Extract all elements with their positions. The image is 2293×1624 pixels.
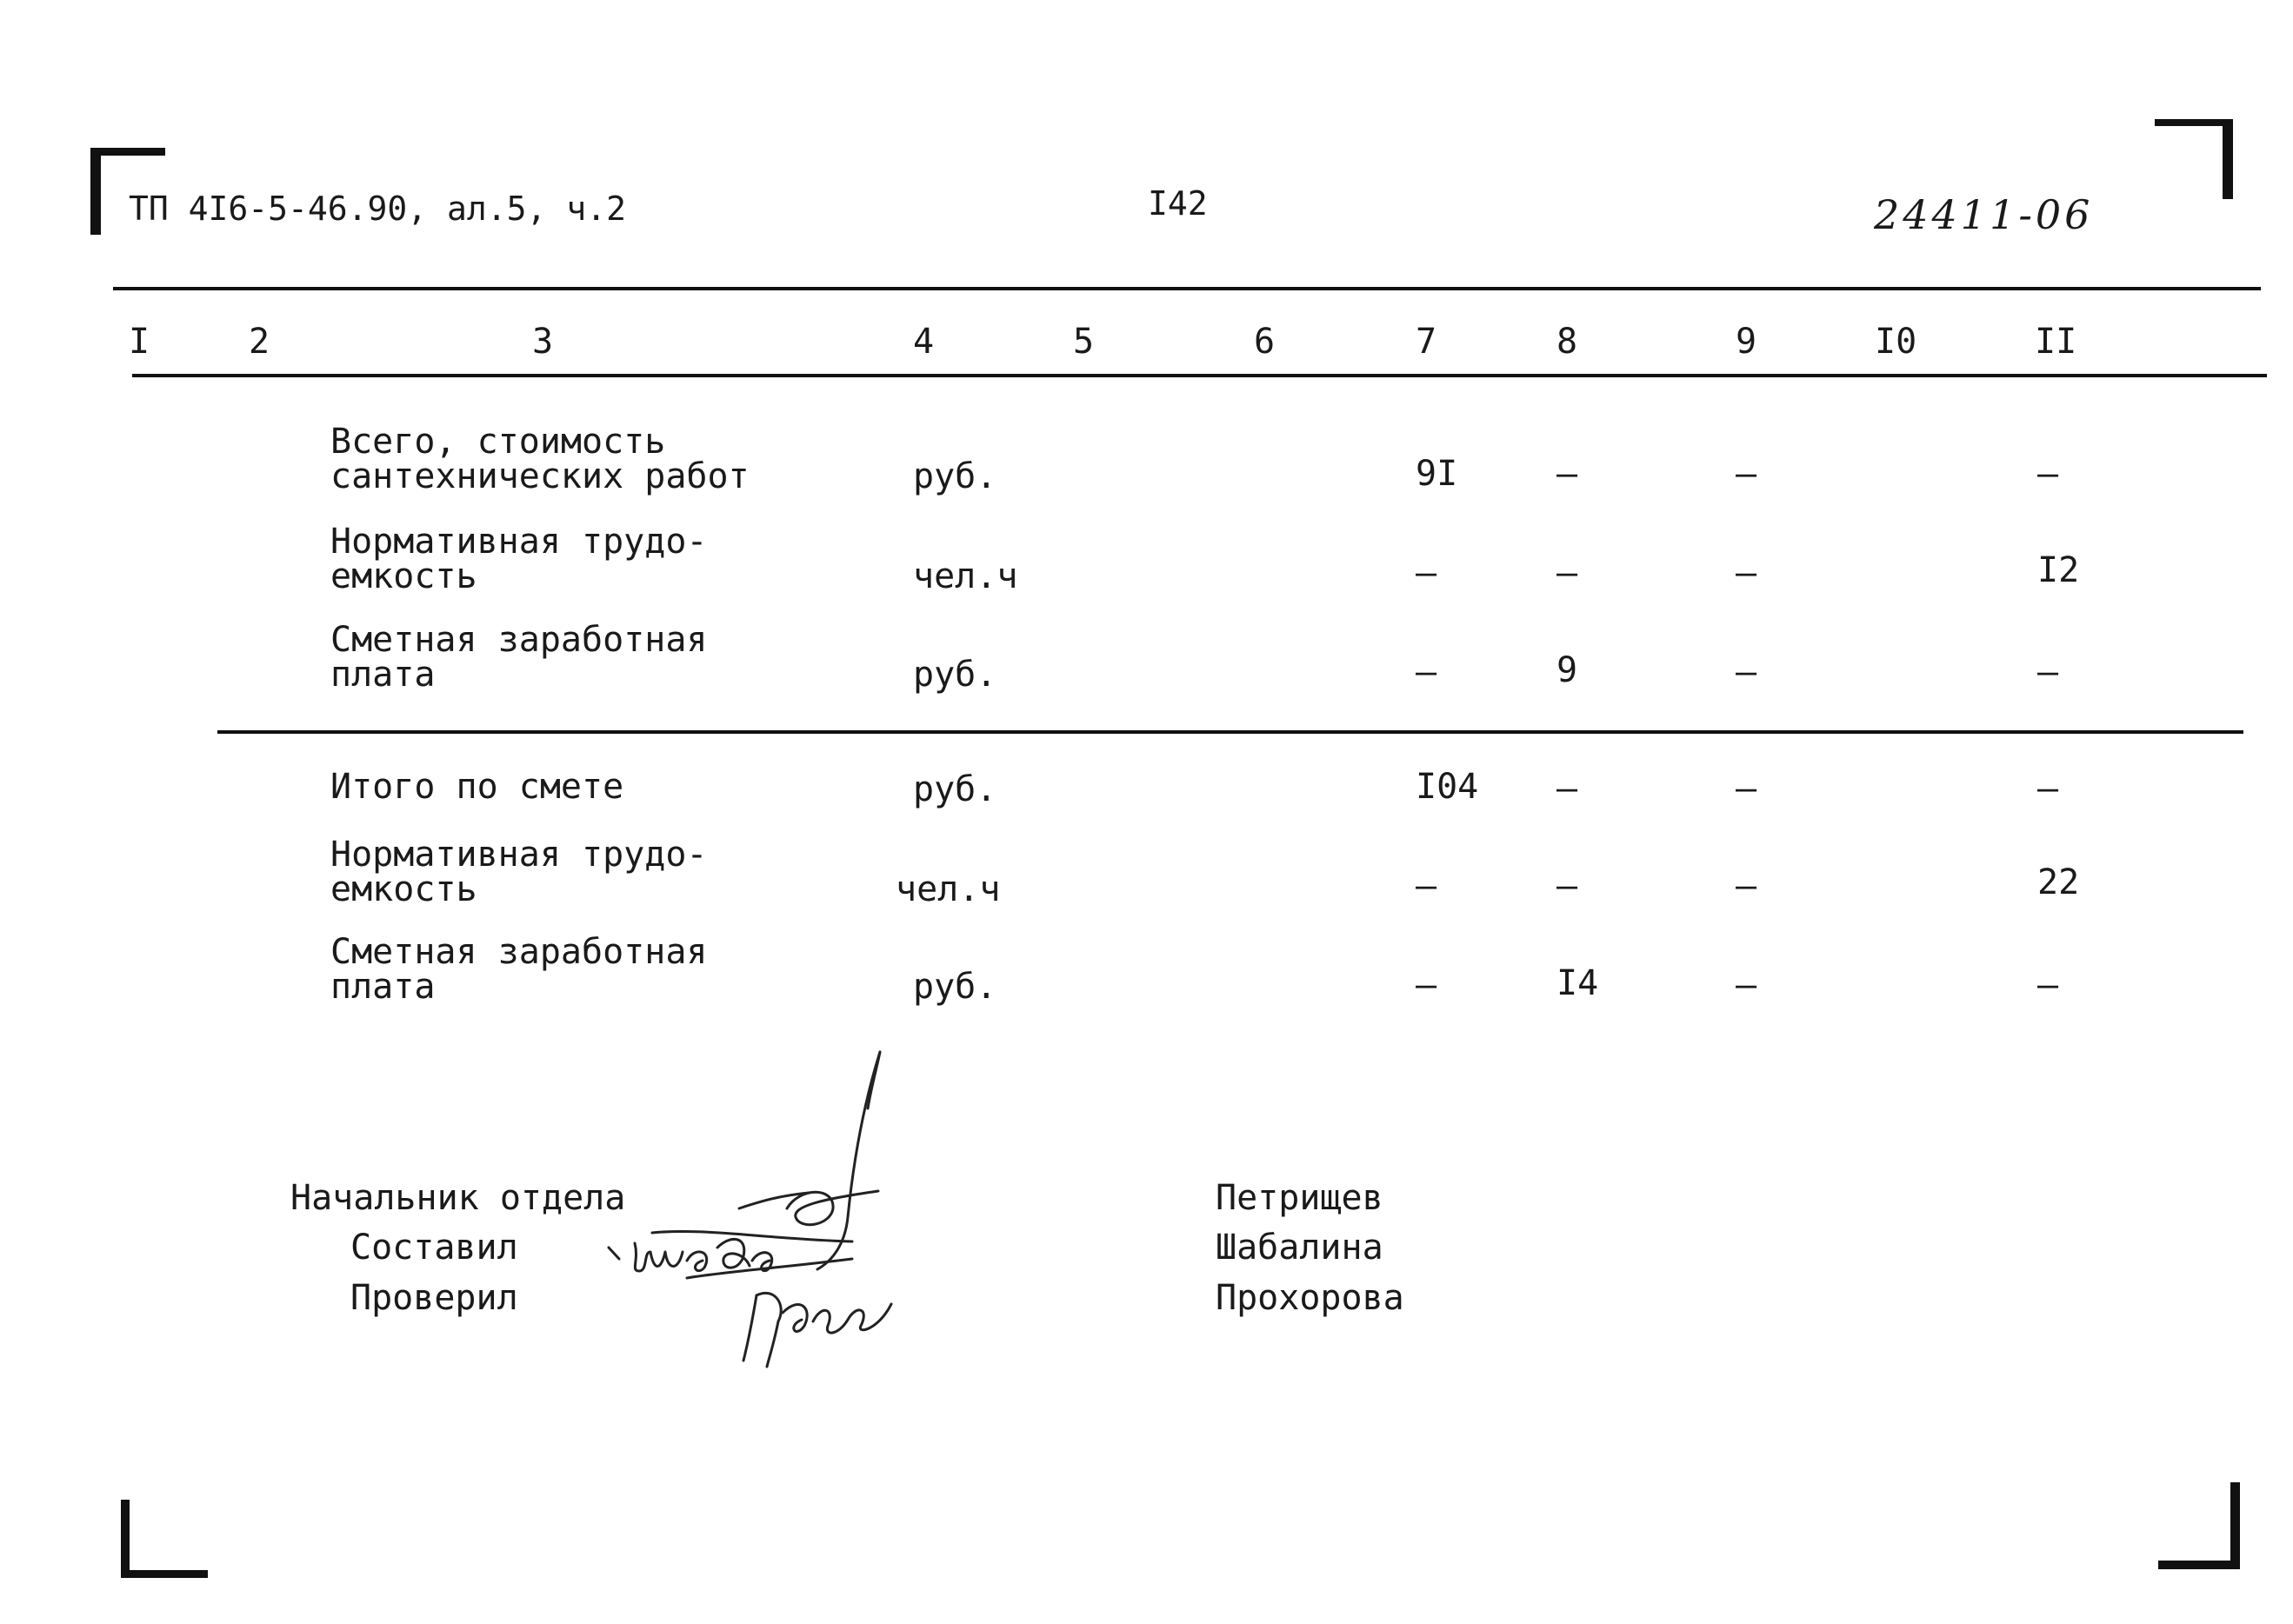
column-number: II <box>2035 322 2077 362</box>
corner-mark-bottom-left <box>121 1500 130 1578</box>
page-number: I42 <box>1148 184 1208 223</box>
value-col8: – <box>1556 454 1578 494</box>
value-col9: – <box>1736 769 1757 809</box>
value-col7: 9I <box>1416 454 1458 494</box>
signature-name: Шабалина <box>1216 1228 1383 1268</box>
value-col9: – <box>1736 454 1757 494</box>
column-number: 6 <box>1254 322 1276 362</box>
column-number: I0 <box>1875 322 1917 362</box>
row-label: Сметная заработная плата <box>330 620 708 695</box>
corner-mark-top-left-h <box>90 148 165 156</box>
value-col7: – <box>1416 652 1437 692</box>
value-col7: – <box>1416 553 1437 593</box>
row-unit: руб. <box>913 967 997 1007</box>
column-number: 9 <box>1736 322 1757 362</box>
column-number: 7 <box>1416 322 1437 362</box>
row-unit: руб. <box>913 456 997 496</box>
value-col8: 9 <box>1556 650 1578 690</box>
value-col11: – <box>2037 454 2059 494</box>
corner-mark-top-right-h <box>2155 119 2233 126</box>
value-col8: – <box>1556 553 1578 593</box>
signature-role: Составил <box>350 1228 518 1268</box>
value-col9: – <box>1736 652 1757 692</box>
row-label: Нормативная трудо- емкость <box>330 522 708 596</box>
value-col7: I04 <box>1416 767 1479 807</box>
handwritten-signatures <box>600 1043 913 1374</box>
value-col8: – <box>1556 866 1578 906</box>
value-col7: – <box>1416 965 1437 1005</box>
value-col8: – <box>1556 769 1578 809</box>
value-col11: – <box>2037 652 2059 692</box>
value-col11: I2 <box>2037 550 2080 590</box>
column-number: 8 <box>1556 322 1578 362</box>
column-number: 4 <box>913 322 935 362</box>
column-number: 5 <box>1073 322 1095 362</box>
column-number: 3 <box>532 322 554 362</box>
value-col11: – <box>2037 965 2059 1005</box>
corner-mark-bottom-right-h <box>2158 1561 2240 1569</box>
signature-name: Прохорова <box>1216 1278 1404 1318</box>
value-col7: – <box>1416 866 1437 906</box>
row-unit: чел.ч <box>896 869 1001 909</box>
row-label: Всего, стоимость сантехнических работ <box>330 422 750 496</box>
corner-mark-bottom-right <box>2230 1482 2240 1569</box>
corner-mark-top-left <box>90 148 101 235</box>
value-col9: – <box>1736 866 1757 906</box>
row-unit: руб. <box>913 655 997 695</box>
row-label: Нормативная трудо- емкость <box>330 835 708 909</box>
row-label: Итого по смете <box>330 767 624 807</box>
column-header-rule <box>132 374 2267 377</box>
signature-name: Петрищев <box>1216 1178 1383 1218</box>
corner-mark-top-right <box>2223 119 2233 199</box>
column-number: 2 <box>249 322 270 362</box>
document-code: ТП 4I6-5-46.90, ал.5, ч.2 <box>129 190 626 228</box>
section-divider <box>217 730 2243 734</box>
table-top-rule <box>113 287 2261 290</box>
column-number: I <box>129 322 150 362</box>
row-label: Сметная заработная плата <box>330 932 708 1007</box>
value-col11: – <box>2037 769 2059 809</box>
archive-code: 24411-06 <box>1874 191 2094 238</box>
value-col11: 22 <box>2037 862 2080 902</box>
row-unit: руб. <box>913 769 997 809</box>
row-unit: чел.ч <box>913 556 1018 596</box>
signature-role: Начальник отдела <box>290 1178 626 1218</box>
signature-role: Проверил <box>350 1278 518 1318</box>
value-col9: – <box>1736 553 1757 593</box>
corner-mark-bottom-left-h <box>121 1570 208 1578</box>
value-col8: I4 <box>1556 963 1599 1003</box>
value-col9: – <box>1736 965 1757 1005</box>
